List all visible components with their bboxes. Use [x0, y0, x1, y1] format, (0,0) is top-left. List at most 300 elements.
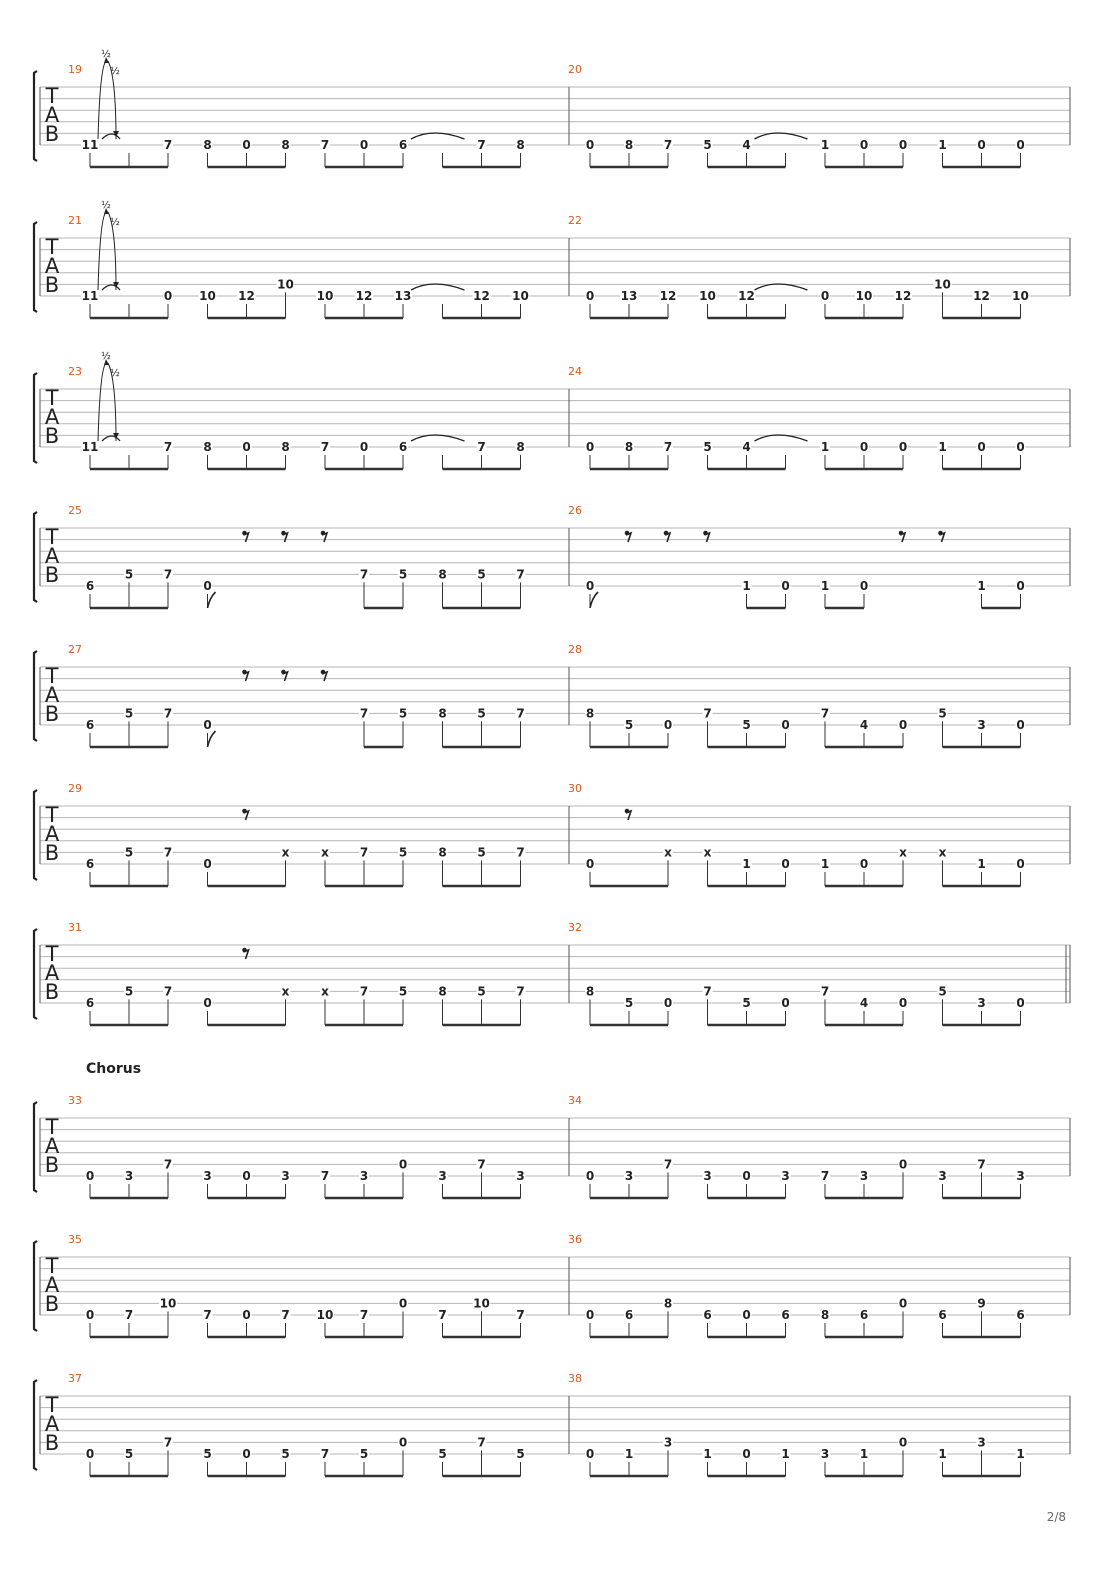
tab-clef-t: T: [45, 84, 59, 108]
fret-number: 0: [585, 857, 595, 871]
system-bracket: [34, 1102, 37, 1192]
fret-number: 7: [359, 845, 369, 860]
fret-number: 5: [203, 1447, 212, 1461]
fret-number: 12: [473, 289, 490, 303]
measure-number: 21: [68, 214, 82, 227]
tab-clef-b: B: [44, 273, 60, 297]
fret-number: 0: [898, 1157, 908, 1172]
fret-number: 1: [938, 1447, 947, 1461]
fret-number: 4: [859, 718, 869, 732]
fret-number: 7: [124, 1308, 134, 1322]
fret-number: 5: [281, 1447, 290, 1461]
fret-number: 7: [163, 984, 173, 999]
fret-number: 0: [898, 138, 908, 152]
eighth-rest-stem: [900, 533, 905, 542]
fret-number: 5: [703, 138, 712, 152]
fret-number: 1: [624, 1447, 634, 1461]
fret-number: 0: [898, 1435, 908, 1450]
bend-curve: [98, 61, 106, 139]
fret-number: 7: [477, 138, 486, 152]
fret-number: 0: [859, 138, 869, 152]
tab-clef-t: T: [45, 942, 59, 966]
system-bracket: [34, 1241, 37, 1331]
fret-number: 11: [81, 289, 99, 303]
fret-number: 10: [277, 277, 294, 292]
fret-number: 3: [703, 1169, 712, 1183]
release-amount-label: ½: [110, 217, 120, 228]
fret-number: 7: [359, 706, 369, 721]
fret-number: 10: [316, 289, 334, 303]
tab-clef-t: T: [45, 386, 59, 410]
fret-number: 0: [585, 138, 595, 152]
system-bracket: [34, 651, 37, 741]
fret-number: 3: [663, 1435, 673, 1450]
tab-clef-b: B: [44, 122, 60, 146]
fret-number: 5: [938, 706, 947, 721]
fret-number: x: [703, 845, 712, 860]
fret-number: 8: [624, 138, 634, 152]
fret-number: 7: [516, 845, 525, 860]
fret-number: 13: [394, 289, 412, 303]
fret-number: 6: [85, 857, 95, 871]
fret-number: 6: [624, 1308, 634, 1322]
fret-number: 7: [516, 567, 525, 582]
fret-number: 7: [320, 1447, 330, 1461]
fret-number: 1: [742, 857, 751, 871]
eighth-rest-stem: [244, 811, 249, 820]
fret-number: x: [321, 845, 329, 860]
fret-number: 0: [359, 138, 369, 152]
eighth-rest-stem: [665, 533, 670, 542]
fret-number: 5: [124, 984, 134, 999]
fret-number: 0: [898, 718, 908, 732]
fret-number: 5: [124, 706, 134, 721]
tab-clef-t: T: [45, 1393, 59, 1417]
fret-number: 0: [203, 857, 212, 871]
tab-clef-t: T: [45, 525, 59, 549]
measure-number: 22: [568, 214, 582, 227]
measure-number: 25: [68, 504, 82, 517]
tab-clef-t: T: [45, 803, 59, 827]
measure-number: 37: [68, 1372, 82, 1385]
system-bracket: [34, 1380, 37, 1470]
fret-number: 0: [203, 996, 212, 1010]
fret-number: 0: [585, 1447, 595, 1461]
fret-number: 12: [738, 289, 755, 303]
fret-number: 1: [977, 857, 986, 871]
fret-number: 4: [742, 440, 751, 454]
fret-number: 10: [199, 289, 216, 303]
fret-number: 10: [316, 1308, 334, 1322]
measure-number: 29: [68, 782, 82, 795]
fret-number: 4: [742, 138, 751, 152]
note-flag: [208, 592, 216, 608]
tab-clef-b: B: [44, 424, 60, 448]
tab-clef-a: A: [44, 961, 60, 985]
fret-number: 8: [438, 845, 447, 860]
fret-number: 1: [938, 440, 947, 454]
eighth-rest-stem: [322, 672, 327, 681]
note-flag: [208, 731, 216, 747]
fret-number: 7: [477, 1157, 486, 1172]
tab-clef-t: T: [45, 1115, 59, 1139]
fret-number: 6: [781, 1308, 790, 1322]
fret-number: 5: [398, 845, 408, 860]
tab-clef-b: B: [44, 702, 60, 726]
fret-number: 5: [359, 1447, 369, 1461]
page-number: 2/8: [1046, 1510, 1066, 1524]
bend-amount-label: ½: [101, 200, 111, 211]
eighth-rest-stem: [322, 533, 327, 542]
fret-number: 7: [163, 706, 173, 721]
measure-number: 20: [568, 63, 582, 76]
eighth-rest-stem: [705, 533, 710, 542]
tab-clef-b: B: [44, 1153, 60, 1177]
fret-number: 8: [203, 440, 212, 454]
fret-number: 0: [781, 996, 790, 1010]
eighth-rest-stem: [244, 533, 249, 542]
tab-clef-b: B: [44, 1292, 60, 1316]
eighth-rest-stem: [626, 533, 631, 542]
fret-number: 7: [516, 984, 525, 999]
fret-number: 0: [1016, 996, 1025, 1010]
bend-amount-label: ½: [101, 351, 111, 362]
fret-number: 7: [438, 1308, 447, 1322]
fret-number: 1: [820, 440, 830, 454]
fret-number: 5: [516, 1447, 525, 1461]
fret-number: 5: [477, 984, 486, 999]
fret-number: 1: [703, 1447, 712, 1461]
fret-number: 0: [585, 1308, 595, 1322]
tab-clef-b: B: [44, 980, 60, 1004]
system-bracket: [34, 512, 37, 602]
fret-number: 3: [359, 1169, 369, 1183]
fret-number: 5: [477, 845, 486, 860]
measure-number: 34: [568, 1094, 582, 1107]
fret-number: 8: [624, 440, 634, 454]
fret-number: 7: [820, 1169, 830, 1183]
tab-clef-t: T: [45, 235, 59, 259]
fret-number: 5: [124, 845, 134, 860]
fret-number: 7: [163, 138, 173, 152]
release-amount-label: ½: [110, 368, 120, 379]
fret-number: 0: [781, 579, 790, 593]
fret-number: 0: [398, 1435, 408, 1450]
fret-number: 7: [163, 1157, 173, 1172]
eighth-rest-stem: [244, 672, 249, 681]
fret-number: 7: [359, 1308, 369, 1322]
fret-number: 6: [398, 138, 408, 152]
fret-number: 0: [898, 996, 908, 1010]
fret-number: 0: [398, 1296, 408, 1311]
fret-number: 1: [820, 579, 830, 593]
fret-number: 5: [398, 706, 408, 721]
fret-number: 10: [1012, 289, 1029, 303]
fret-number: 8: [203, 138, 212, 152]
tab-clef-b: B: [44, 841, 60, 865]
fret-number: 11: [81, 138, 99, 152]
fret-number: 8: [281, 440, 290, 454]
fret-number: 0: [820, 289, 830, 303]
tab-system: [34, 1372, 1070, 1476]
fret-number: 7: [359, 567, 369, 582]
fret-number: 0: [163, 289, 173, 303]
tab-system: [34, 1233, 1070, 1337]
tie-arc: [102, 134, 120, 139]
fret-number: 10: [159, 1296, 177, 1311]
fret-number: 7: [516, 706, 525, 721]
fret-number: 0: [1016, 579, 1025, 593]
fret-number: 0: [242, 440, 251, 454]
eighth-rest-stem: [244, 950, 249, 959]
fret-number: 1: [820, 857, 830, 871]
fret-number: 0: [203, 579, 212, 593]
fret-number: 3: [820, 1447, 830, 1461]
fret-number: x: [281, 984, 290, 999]
fret-number: 6: [85, 996, 95, 1010]
fret-number: 0: [977, 440, 986, 454]
tab-clef-a: A: [44, 405, 60, 429]
release-amount-label: ½: [110, 66, 120, 77]
tab-system: [34, 1094, 1070, 1198]
fret-number: 0: [742, 1447, 751, 1461]
fret-number: 0: [898, 1296, 908, 1311]
eighth-rest-stem: [283, 533, 288, 542]
measure-number: 33: [68, 1094, 82, 1107]
fret-number: 1: [977, 579, 986, 593]
fret-number: 6: [85, 579, 95, 593]
tab-clef-a: A: [44, 254, 60, 278]
measure-number: 23: [68, 365, 82, 378]
fret-number: 12: [894, 289, 912, 303]
fret-number: 7: [663, 138, 673, 152]
fret-number: 6: [703, 1308, 712, 1322]
fret-number: 0: [1016, 718, 1025, 732]
fret-number: 0: [859, 857, 869, 871]
measure-number: 26: [568, 504, 582, 517]
fret-number: 8: [585, 984, 595, 999]
fret-number: 7: [320, 1169, 330, 1183]
tie-arc: [102, 285, 120, 290]
tab-clef-a: A: [44, 822, 60, 846]
fret-number: 10: [934, 277, 951, 292]
fret-number: 3: [516, 1169, 525, 1183]
note-flag: [590, 592, 598, 608]
fret-number: 0: [398, 1157, 408, 1172]
fret-number: 0: [85, 1308, 95, 1322]
fret-number: 5: [624, 718, 634, 732]
fret-number: 7: [820, 706, 830, 721]
system-bracket: [34, 929, 37, 1019]
fret-number: 0: [898, 440, 908, 454]
tab-system: [34, 504, 1070, 608]
tab-system: [34, 643, 1070, 747]
fret-number: 7: [703, 984, 712, 999]
fret-number: 5: [124, 567, 134, 582]
fret-number: 1: [742, 579, 751, 593]
fret-number: 1: [938, 138, 947, 152]
fret-number: 5: [477, 706, 486, 721]
tab-clef-t: T: [45, 1254, 59, 1278]
measure-number: 27: [68, 643, 82, 656]
fret-number: 7: [977, 1157, 986, 1172]
fret-number: 12: [238, 289, 255, 303]
fret-number: 1: [781, 1447, 790, 1461]
measure-number: 32: [568, 921, 582, 934]
eighth-rest-stem: [626, 811, 631, 820]
fret-number: 8: [585, 706, 595, 721]
fret-number: 0: [242, 1447, 251, 1461]
tab-clef-a: A: [44, 1134, 60, 1158]
fret-number: 0: [242, 1308, 251, 1322]
fret-number: 9: [977, 1296, 986, 1311]
fret-number: 10: [699, 289, 716, 303]
fret-number: 3: [859, 1169, 869, 1183]
fret-number: 0: [859, 440, 869, 454]
fret-number: 12: [659, 289, 677, 303]
fret-number: 8: [516, 440, 525, 454]
fret-number: 0: [663, 718, 673, 732]
fret-number: 5: [398, 984, 408, 999]
tab-system: [34, 199, 1070, 318]
fret-number: 7: [163, 440, 173, 454]
fret-number: 0: [585, 579, 595, 593]
fret-number: 0: [859, 579, 869, 593]
fret-number: 10: [512, 289, 529, 303]
fret-number: 8: [438, 567, 447, 582]
fret-number: 7: [477, 440, 486, 454]
tab-clef-b: B: [44, 1431, 60, 1455]
fret-number: 7: [281, 1308, 290, 1322]
fret-number: 8: [820, 1308, 830, 1322]
fret-number: 5: [398, 567, 408, 582]
fret-number: 3: [977, 718, 986, 732]
tab-system: [34, 921, 1070, 1025]
fret-number: 0: [663, 996, 673, 1010]
fret-number: 7: [163, 845, 173, 860]
fret-number: 3: [1016, 1169, 1025, 1183]
fret-number: 0: [742, 1169, 751, 1183]
fret-number: 0: [585, 1169, 595, 1183]
tab-clef-t: T: [45, 664, 59, 688]
fret-number: 3: [281, 1169, 290, 1183]
fret-number: 3: [203, 1169, 212, 1183]
fret-number: 12: [973, 289, 990, 303]
tab-clef-a: A: [44, 103, 60, 127]
fret-number: 0: [781, 857, 790, 871]
fret-number: 12: [355, 289, 373, 303]
fret-number: 6: [938, 1308, 947, 1322]
eighth-rest-stem: [283, 672, 288, 681]
fret-number: 0: [977, 138, 986, 152]
fret-number: 8: [663, 1296, 673, 1311]
fret-number: 6: [859, 1308, 869, 1322]
fret-number: 11: [81, 440, 99, 454]
fret-number: 0: [781, 718, 790, 732]
measure-number: 36: [568, 1233, 582, 1246]
fret-number: 6: [1016, 1308, 1025, 1322]
section-label-chorus: Chorus: [86, 1061, 142, 1077]
fret-number: 7: [477, 1435, 486, 1450]
fret-number: 5: [938, 984, 947, 999]
fret-number: x: [938, 845, 947, 860]
fret-number: 0: [1016, 440, 1025, 454]
fret-number: 5: [742, 718, 751, 732]
fret-number: 7: [320, 440, 330, 454]
tie-arc: [102, 436, 120, 441]
system-bracket: [34, 71, 37, 161]
fret-number: 0: [1016, 138, 1025, 152]
fret-number: x: [899, 845, 907, 860]
fret-number: 0: [359, 440, 369, 454]
fret-number: 8: [438, 984, 447, 999]
fret-number: 3: [938, 1169, 947, 1183]
tab-clef-a: A: [44, 683, 60, 707]
fret-number: 7: [663, 1157, 673, 1172]
fret-number: 0: [203, 718, 212, 732]
fret-number: 3: [781, 1169, 790, 1183]
fret-number: 3: [438, 1169, 447, 1183]
fret-number: 1: [859, 1447, 869, 1461]
fret-number: x: [281, 845, 290, 860]
tab-system: [34, 782, 1070, 886]
fret-number: 0: [742, 1308, 751, 1322]
fret-number: 3: [124, 1169, 134, 1183]
fret-number: 8: [438, 706, 447, 721]
fret-number: 1: [1016, 1447, 1025, 1461]
fret-number: 0: [242, 138, 251, 152]
measure-number: 28: [568, 643, 582, 656]
fret-number: 5: [624, 996, 634, 1010]
eighth-rest-stem: [940, 533, 945, 542]
fret-number: 5: [703, 440, 712, 454]
fret-number: 8: [516, 138, 525, 152]
fret-number: 7: [516, 1308, 525, 1322]
fret-number: 5: [477, 567, 486, 582]
fret-number: 7: [203, 1308, 212, 1322]
bend-curve: [98, 212, 106, 290]
fret-number: 3: [977, 996, 986, 1010]
fret-number: 5: [742, 996, 751, 1010]
tab-clef-a: A: [44, 1412, 60, 1436]
fret-number: 10: [473, 1296, 490, 1311]
fret-number: 3: [624, 1169, 634, 1183]
system-bracket: [34, 373, 37, 463]
tab-system: [34, 350, 1070, 469]
fret-number: 4: [859, 996, 869, 1010]
fret-number: 0: [85, 1169, 95, 1183]
measure-number: 19: [68, 63, 82, 76]
bend-amount-label: ½: [101, 49, 111, 60]
fret-number: 7: [703, 706, 712, 721]
fret-number: 0: [585, 440, 595, 454]
fret-number: 6: [398, 440, 408, 454]
fret-number: 8: [281, 138, 290, 152]
fret-number: x: [664, 845, 672, 860]
fret-number: 0: [242, 1169, 251, 1183]
fret-number: 5: [438, 1447, 447, 1461]
fret-number: 0: [1016, 857, 1025, 871]
fret-number: 7: [359, 984, 369, 999]
fret-number: 3: [977, 1435, 986, 1450]
measure-number: 24: [568, 365, 582, 378]
fret-number: 5: [124, 1447, 134, 1461]
fret-number: 7: [163, 567, 173, 582]
system-bracket: [34, 222, 37, 312]
fret-number: 7: [163, 1435, 173, 1450]
measure-number: 38: [568, 1372, 582, 1385]
bend-curve: [98, 363, 106, 441]
